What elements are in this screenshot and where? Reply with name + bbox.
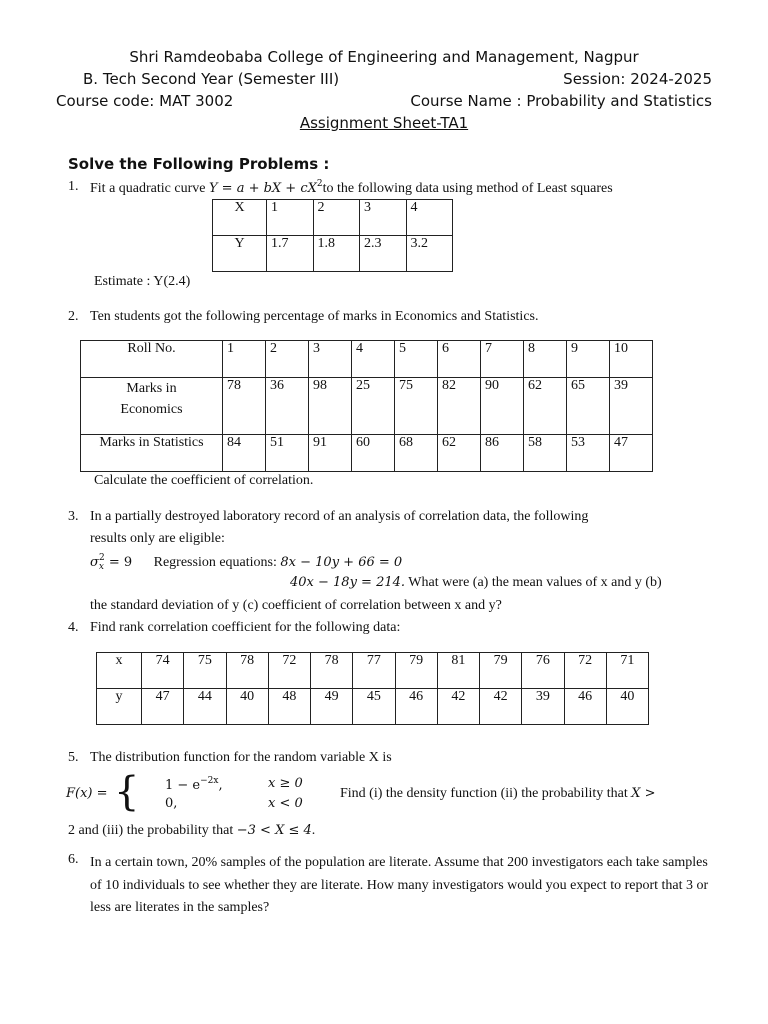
q1-text-after: to the following data using method of Least squares xyxy=(322,181,613,196)
table-cell: 7 xyxy=(481,341,524,378)
table-cell: y xyxy=(97,689,142,725)
table-cell: 90 xyxy=(481,378,524,435)
table-cell: 78 xyxy=(223,378,266,435)
table-cell: Roll No. xyxy=(81,341,223,378)
table-cell: 53 xyxy=(567,435,610,472)
q4-table-row-x xyxy=(97,653,649,689)
q2-table-row-economics xyxy=(81,378,653,435)
q5-case1-expr: 1 − e xyxy=(165,778,201,793)
table-cell: x xyxy=(97,653,142,689)
table-cell: 40 xyxy=(606,689,648,725)
table-cell: 62 xyxy=(524,378,567,435)
table-cell: 68 xyxy=(395,435,438,472)
college-name: Shri Ramdeobaba College of Engineering and Management, Nagpur xyxy=(129,48,639,66)
table-cell: 3 xyxy=(309,341,352,378)
table-cell: 76 xyxy=(522,653,564,689)
table-cell: 4 xyxy=(352,341,395,378)
q3-line2: results only are eligible: xyxy=(90,531,225,546)
q3-line1: In a partially destroyed laboratory record of an analysis of correlation data, the following xyxy=(90,509,589,524)
table-cell: 36 xyxy=(266,378,309,435)
table-cell: 44 xyxy=(184,689,226,725)
table-cell: 60 xyxy=(352,435,395,472)
q3-sigma-sub: x xyxy=(98,562,104,572)
table-cell: 45 xyxy=(353,689,395,725)
q2-text: Ten students got the following percentage of marks in Economics and Statistics. xyxy=(90,309,539,324)
q5-line2-end: . xyxy=(311,823,316,838)
table-cell: 65 xyxy=(567,378,610,435)
q1-table xyxy=(212,199,453,272)
table-cell: 75 xyxy=(395,378,438,435)
course-name: Course Name : Probability and Statistics xyxy=(410,92,712,110)
table-cell: 46 xyxy=(395,689,437,725)
q3-sigma-sup: 2 xyxy=(98,553,105,563)
table-cell: 39 xyxy=(522,689,564,725)
q2-number: 2. xyxy=(68,309,79,324)
q5-case1-exp: −2x xyxy=(200,776,219,786)
table-cell: 98 xyxy=(309,378,352,435)
q5-text: The distribution function for the random variable X is xyxy=(90,750,392,765)
table-cell: 47 xyxy=(610,435,653,472)
table-cell: 79 xyxy=(480,653,522,689)
q1-estimate: Estimate : Y(2.4) xyxy=(94,274,191,289)
table-cell: 39 xyxy=(610,378,653,435)
table-cell: 1.8 xyxy=(313,236,360,272)
session-line: Session: 2024-2025 xyxy=(563,70,712,88)
table-cell: 10 xyxy=(610,341,653,378)
q4-table-row-y xyxy=(97,689,649,725)
table-cell: 2.3 xyxy=(360,236,407,272)
table-cell: Marks in Economics xyxy=(81,378,223,435)
q3-number: 3. xyxy=(68,509,79,524)
table-cell: 9 xyxy=(567,341,610,378)
table-cell: 6 xyxy=(438,341,481,378)
table-cell: 71 xyxy=(606,653,648,689)
q6-number: 6. xyxy=(68,852,79,867)
table-cell: 3.2 xyxy=(406,236,453,272)
q3-line4: the standard deviation of y (c) coefficient of correlation between x and y? xyxy=(90,598,502,613)
q1-exponent: 2 xyxy=(316,179,323,189)
table-cell: Marks in Statistics xyxy=(81,435,223,472)
table-cell: 84 xyxy=(223,435,266,472)
q1-text-before: Fit a quadratic curve xyxy=(90,181,206,196)
table-cell: 82 xyxy=(438,378,481,435)
q1-table-row-x xyxy=(213,200,453,236)
q2-table xyxy=(80,340,653,472)
q5-line2 xyxy=(68,823,315,839)
q5-fx: F(x) = xyxy=(66,786,108,801)
table-cell: 91 xyxy=(309,435,352,472)
instructions-heading: Solve the Following Problems : xyxy=(68,155,330,173)
table-cell: 4 xyxy=(406,200,453,236)
table-cell: 1.7 xyxy=(267,236,314,272)
q5-find-expr: X > xyxy=(631,786,656,801)
table-cell: 72 xyxy=(268,653,310,689)
table-cell: Y xyxy=(213,236,267,272)
q3-sigma-val: = 9 xyxy=(104,555,133,570)
q4-table xyxy=(96,652,649,725)
table-cell: 51 xyxy=(266,435,309,472)
table-cell: 49 xyxy=(311,689,353,725)
q5-case2-cond: x < 0 xyxy=(268,796,303,811)
table-cell: 86 xyxy=(481,435,524,472)
q5-find-text: Find (i) the density function (ii) the probability that xyxy=(340,786,628,801)
q4-number: 4. xyxy=(68,620,79,635)
q3-sigma-symbol: σ xyxy=(90,555,99,570)
table-cell: 1 xyxy=(267,200,314,236)
table-cell: 78 xyxy=(226,653,268,689)
q1-table-row-y xyxy=(213,236,453,272)
table-cell: 3 xyxy=(360,200,407,236)
table-cell: 46 xyxy=(564,689,606,725)
table-cell: 5 xyxy=(395,341,438,378)
q5-number: 5. xyxy=(68,750,79,765)
q3-line3 xyxy=(290,575,662,591)
q2-after: Calculate the coefficient of correlation. xyxy=(94,473,314,488)
q1-text xyxy=(90,179,613,197)
q3-eq1: 8x − 10y + 66 = 0 xyxy=(280,555,403,570)
table-cell: 78 xyxy=(311,653,353,689)
q2-table-row-statistics xyxy=(81,435,653,472)
table-cell: 81 xyxy=(437,653,479,689)
q3-sigma-line xyxy=(90,553,402,572)
q3-sigma xyxy=(90,555,132,570)
table-cell: 42 xyxy=(480,689,522,725)
table-cell: 79 xyxy=(395,653,437,689)
table-cell: X xyxy=(213,200,267,236)
q3-eq2: 40x − 18y = 214. xyxy=(290,575,406,590)
q3-reg-label: Regression equations: xyxy=(153,555,277,570)
sheet-title: Assignment Sheet-TA1 xyxy=(299,114,469,132)
course-code: Course code: MAT 3002 xyxy=(56,92,234,110)
table-cell: 72 xyxy=(564,653,606,689)
q2-table-row-roll xyxy=(81,341,653,378)
q5-line2-text: 2 and (iii) the probability that xyxy=(68,823,234,838)
table-cell: 40 xyxy=(226,689,268,725)
table-cell: 48 xyxy=(268,689,310,725)
q3-line3-rest: What were (a) the mean values of x and y (b) xyxy=(405,575,662,590)
table-cell: 8 xyxy=(524,341,567,378)
table-cell: 2 xyxy=(313,200,360,236)
table-cell: 62 xyxy=(438,435,481,472)
table-cell: 1 xyxy=(223,341,266,378)
table-cell: 75 xyxy=(184,653,226,689)
program-line: B. Tech Second Year (Semester III) xyxy=(83,70,340,88)
q4-text: Find rank correlation coefficient for the following data: xyxy=(90,620,401,635)
table-cell: 2 xyxy=(266,341,309,378)
table-cell: 74 xyxy=(142,653,184,689)
q5-case1 xyxy=(165,776,223,793)
table-cell: 47 xyxy=(142,689,184,725)
q1-equation xyxy=(209,181,323,196)
q5-case1-comma: , xyxy=(218,778,223,793)
table-cell: 58 xyxy=(524,435,567,472)
table-cell: 25 xyxy=(352,378,395,435)
q5-find xyxy=(340,786,656,802)
table-cell: 42 xyxy=(437,689,479,725)
q5-case2: 0, xyxy=(165,796,178,811)
table-cell: 77 xyxy=(353,653,395,689)
q1-number: 1. xyxy=(68,179,79,194)
q5-brace: { xyxy=(114,769,140,815)
q1-equation-body: Y = a + bX + cX xyxy=(208,181,317,196)
q6-text: In a certain town, 20% samples of the population are literate. Assume that 200 investigators each take samples of 10 individuals to see whether they are literate. How many investigators would you expect to report that 3 or less are literates in the samples? xyxy=(90,855,709,915)
q5-case1-cond: x ≥ 0 xyxy=(268,776,303,791)
q5-line2-expr: −3 < X ≤ 4 xyxy=(236,823,312,838)
